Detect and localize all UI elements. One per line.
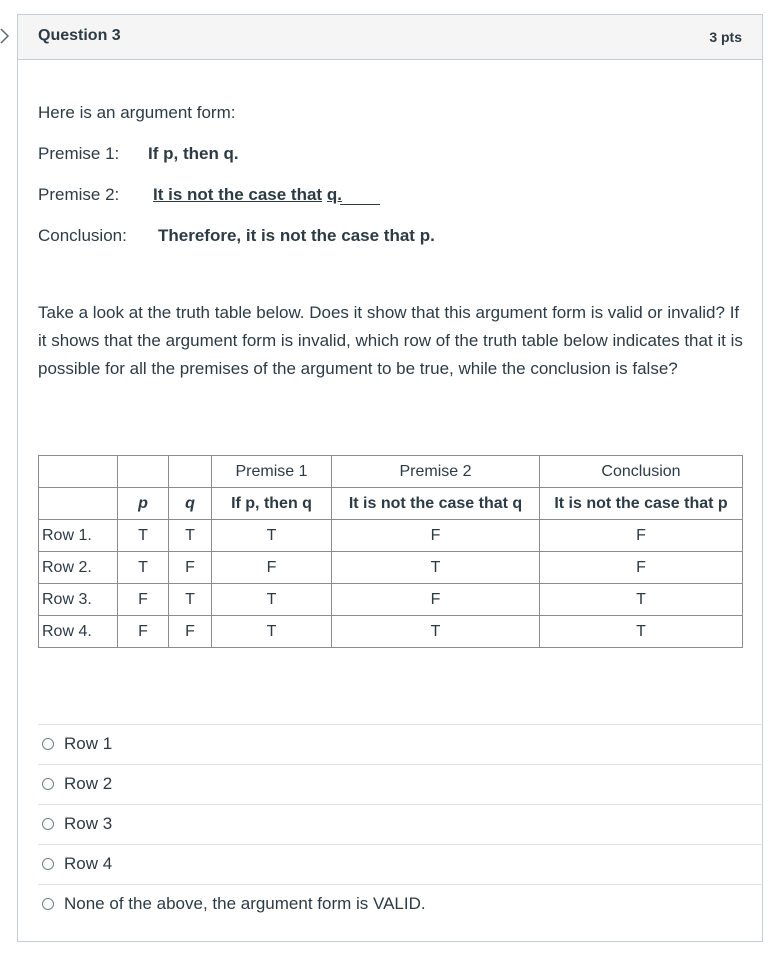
table-cell: F (212, 552, 332, 584)
answer-option[interactable] (38, 884, 762, 924)
premise-2-text: It is not the case that (153, 185, 323, 204)
table-cell: T (118, 552, 169, 584)
conclusion-var: p. (419, 226, 435, 245)
table-row (39, 520, 743, 552)
table-row (39, 552, 743, 584)
table-cell: T (212, 520, 332, 552)
col-header-p: p (118, 488, 169, 520)
row-label: Row 4. (39, 616, 118, 648)
table-row (39, 616, 743, 648)
table-cell: F (332, 584, 540, 616)
conclusion-group-header: Conclusion (540, 456, 743, 488)
table-cell: T (169, 520, 212, 552)
answer-label[interactable]: Row 2 (64, 774, 113, 793)
premise-2 (38, 185, 380, 205)
question-points: 3 pts (709, 29, 742, 45)
radio-button[interactable] (42, 818, 54, 830)
argument-intro: Here is an argument form: (38, 103, 236, 122)
answer-option[interactable] (38, 724, 762, 764)
conclusion-text: Therefore, it is not the case that (158, 226, 415, 245)
question-title: Question 3 (38, 27, 121, 44)
conclusion-label: Conclusion: (38, 226, 127, 245)
answer-option[interactable] (38, 764, 762, 804)
premise-1-group-header: Premise 1 (212, 456, 332, 488)
premise-2-var: q. (326, 185, 342, 204)
table-cell: F (332, 520, 540, 552)
radio-button[interactable] (42, 898, 54, 910)
table-cell (169, 456, 212, 488)
chevron-right-icon[interactable] (0, 28, 10, 44)
table-cell: T (212, 616, 332, 648)
table-cell: T (540, 616, 743, 648)
table-cell: T (118, 520, 169, 552)
conclusion (38, 226, 435, 246)
table-row (39, 584, 743, 616)
table-cell: T (332, 552, 540, 584)
table-cell (118, 456, 169, 488)
row-label: Row 2. (39, 552, 118, 584)
table-cell: F (169, 552, 212, 584)
table-column-header-row (39, 488, 743, 520)
answer-option[interactable] (38, 844, 762, 884)
table-cell: F (540, 520, 743, 552)
premise-1-text: If p, then q. (148, 144, 239, 163)
truth-table (38, 455, 743, 648)
answer-options (38, 724, 762, 924)
table-cell: F (540, 552, 743, 584)
table-cell: F (169, 616, 212, 648)
question-prompt: Take a look at the truth table below. Does it show that this argument form is valid or invalid? If it shows that the argument form is invalid, which row of the truth table below indicates that it is possible for all the premises of the argument to be true, while the conclusion is false? (38, 303, 743, 378)
col-header-premise-2: It is not the case that q (332, 488, 540, 520)
table-cell: T (332, 616, 540, 648)
row-label: Row 1. (39, 520, 118, 552)
answer-label[interactable]: Row 4 (64, 854, 113, 873)
table-cell: F (118, 616, 169, 648)
table-cell: T (212, 584, 332, 616)
radio-button[interactable] (42, 778, 54, 790)
question-card (17, 14, 763, 942)
premise-2-group-header: Premise 2 (332, 456, 540, 488)
premise-2-label: Premise 2: (38, 185, 120, 204)
premise-1 (38, 144, 239, 164)
question-header (18, 15, 762, 60)
col-header-conclusion: It is not the case that p (540, 488, 743, 520)
answer-label[interactable]: Row 1 (64, 734, 113, 753)
radio-button[interactable] (42, 858, 54, 870)
table-group-header-row (39, 456, 743, 488)
answer-label[interactable]: None of the above, the argument form is VALID. (64, 894, 426, 913)
answer-option[interactable] (38, 804, 762, 844)
col-header-premise-1: If p, then q (212, 488, 332, 520)
table-cell (39, 488, 118, 520)
table-cell: T (540, 584, 743, 616)
table-cell (39, 456, 118, 488)
row-label: Row 3. (39, 584, 118, 616)
table-cell: F (118, 584, 169, 616)
col-header-q: q (169, 488, 212, 520)
premise-1-label: Premise 1: (38, 144, 120, 163)
radio-button[interactable] (42, 738, 54, 750)
answer-label[interactable]: Row 3 (64, 814, 113, 833)
table-cell: T (169, 584, 212, 616)
premise-2-blank (340, 186, 380, 205)
